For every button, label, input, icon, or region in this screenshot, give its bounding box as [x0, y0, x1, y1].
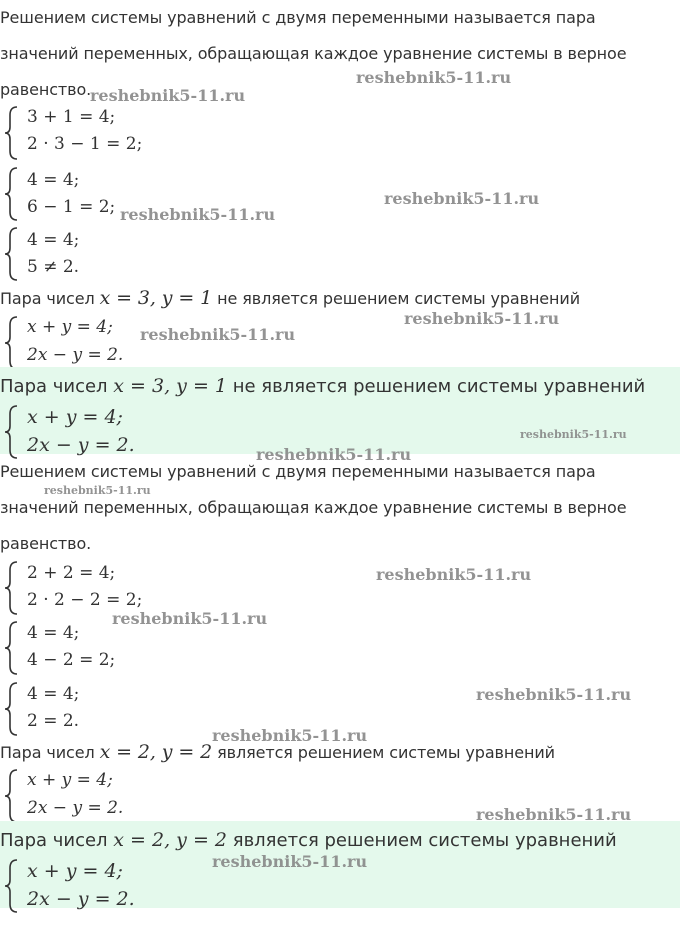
watermark: reshebnik5-11.ru	[120, 205, 276, 224]
conclusion: Пара чисел x = 2, y = 2 является решением системы уравнений	[0, 741, 555, 763]
equation: 4 − 2 = 2;	[27, 650, 116, 670]
intro-line-3: равенство.	[0, 80, 92, 99]
intro-line-3: равенство.	[0, 534, 92, 553]
watermark: reshebnik5-11.ru	[140, 325, 296, 344]
intro-line-2: значений переменных, обращающая каждое уравнение системы в верное	[0, 44, 627, 63]
watermark: reshebnik5-11.ru	[476, 685, 632, 704]
equation: x + y = 4;	[27, 317, 113, 337]
answer-text: Пара чисел x = 3, y = 1 не является решением системы уравнений	[0, 375, 646, 397]
equation: 2 · 3 − 1 = 2;	[27, 134, 143, 154]
watermark: reshebnik5-11.ru	[376, 565, 532, 584]
equation: 2x − y = 2.	[27, 345, 124, 365]
equation: x + y = 4;	[27, 770, 113, 790]
equation: 2 · 2 − 2 = 2;	[27, 590, 143, 610]
equation: 2x − y = 2.	[27, 798, 124, 818]
watermark: reshebnik5-11.ru	[112, 609, 268, 628]
equation: 2 + 2 = 4;	[27, 563, 116, 583]
equation: 4 = 4;	[27, 623, 80, 643]
watermark: reshebnik5-11.ru	[476, 805, 632, 824]
intro-line-1: Решением системы уравнений с двумя переменными называется пара	[0, 462, 596, 481]
watermark: reshebnik5-11.ru	[212, 726, 368, 745]
intro-line-2: значений переменных, обращающая каждое уравнение системы в верное	[0, 498, 627, 517]
watermark: reshebnik5-11.ru	[356, 68, 512, 87]
watermark: reshebnik5-11.ru	[212, 852, 368, 871]
watermark: reshebnik5-11.ru	[384, 189, 540, 208]
equation: 4 = 4;	[27, 170, 80, 190]
equation: 6 − 1 = 2;	[27, 197, 116, 217]
equation: 4 = 4;	[27, 230, 80, 250]
equation: 3 + 1 = 4;	[27, 107, 116, 127]
watermark: reshebnik5-11.ru	[256, 445, 412, 464]
equation: x + y = 4;	[27, 860, 123, 882]
equation: 4 = 4;	[27, 684, 80, 704]
watermark: reshebnik5-11.ru	[404, 309, 560, 328]
intro-line-1: Решением системы уравнений с двумя переменными называется пара	[0, 8, 596, 27]
equation: 5 ≠ 2.	[27, 257, 80, 277]
equation: x + y = 4;	[27, 406, 123, 428]
equation: 2x − y = 2.	[27, 888, 135, 910]
watermark: reshebnik5-11.ru	[90, 86, 246, 105]
equation: 2 = 2.	[27, 711, 80, 731]
conclusion: Пара чисел x = 3, y = 1 не является решением системы уравнений	[0, 287, 581, 309]
watermark: reshebnik5-11.ru	[520, 428, 627, 441]
equation: 2x − y = 2.	[27, 434, 135, 456]
answer-text: Пара чисел x = 2, y = 2 является решением системы уравнений	[0, 829, 617, 851]
watermark: reshebnik5-11.ru	[44, 484, 151, 497]
